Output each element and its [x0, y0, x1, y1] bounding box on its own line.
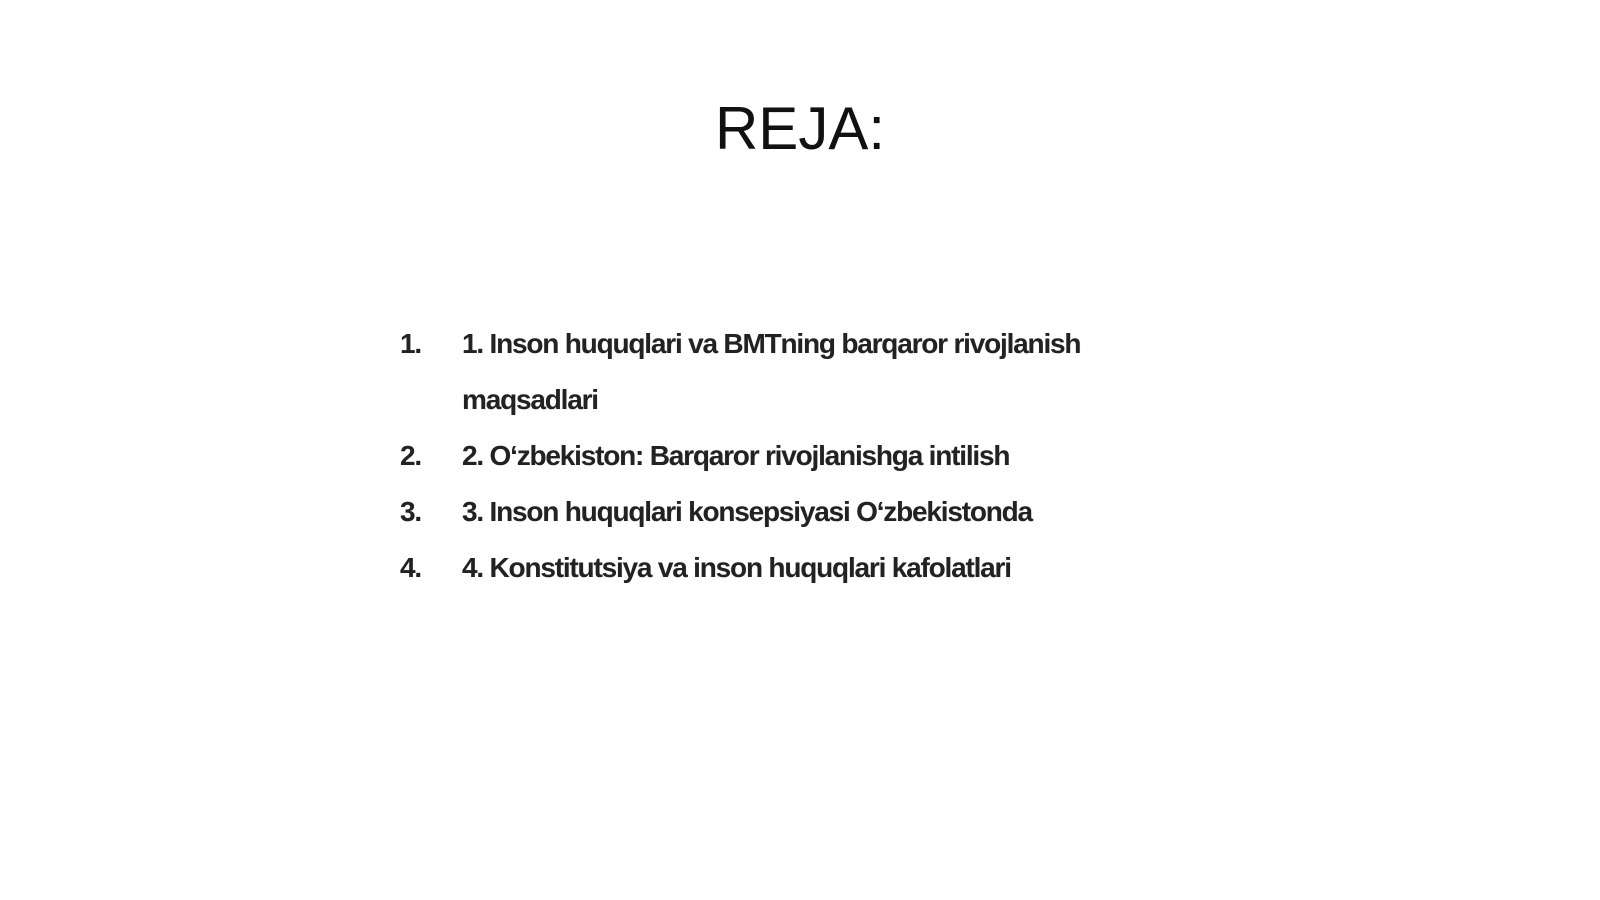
- list-item-number: 3.: [400, 496, 421, 527]
- slide-title: REJA:: [714, 95, 886, 162]
- list-item-text: 3. Inson huquqlari konsepsiyasi O‘zbekistonda: [462, 496, 1032, 527]
- list-item-text: 4. Konstitutsiya va inson huquqlari kafolatlari: [462, 552, 1011, 583]
- list-item-text: 2. O‘zbekiston: Barqaror rivojlanishga intilish: [462, 440, 1010, 471]
- list-item: [400, 484, 1120, 540]
- list-item-number: 4.: [400, 552, 421, 583]
- plan-list: [400, 316, 1120, 596]
- list-item-number: 1.: [400, 328, 421, 359]
- list-item: [400, 316, 1120, 428]
- list-item-number: 2.: [400, 440, 421, 471]
- list-item: [400, 540, 1120, 596]
- list-item-text: 1. Inson huquqlari va BMTning barqaror rivojlanish maqsadlari: [462, 328, 1081, 415]
- list-item: [400, 428, 1120, 484]
